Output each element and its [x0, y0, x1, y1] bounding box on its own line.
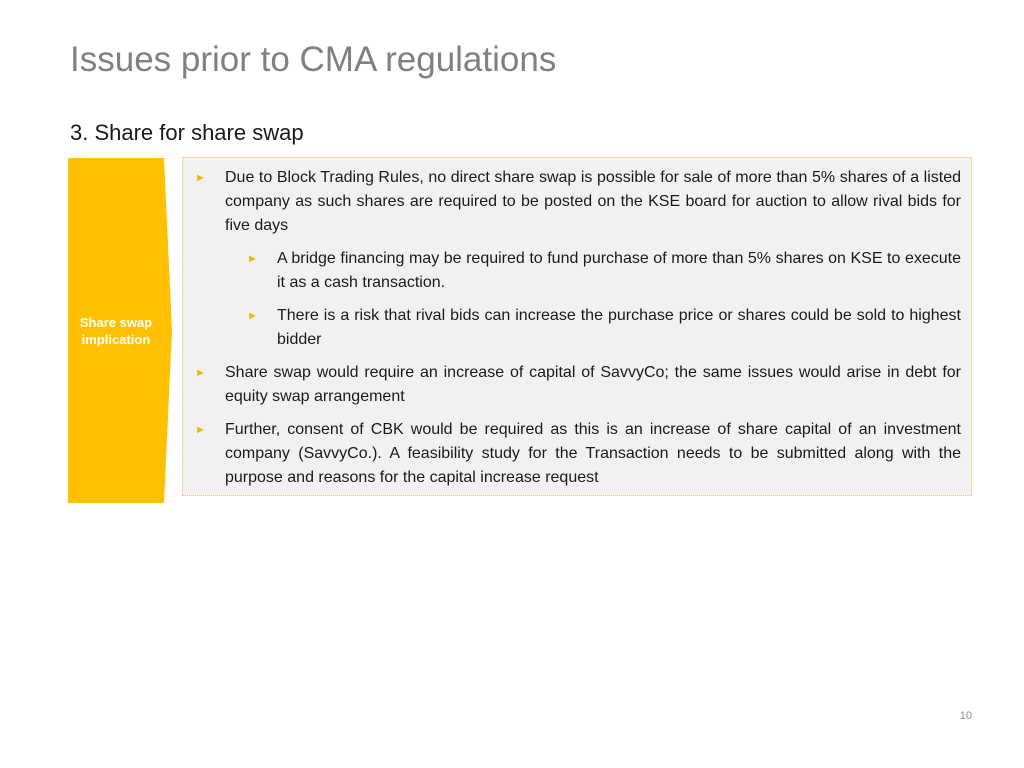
share-swap-implication-label-box	[68, 158, 172, 503]
slide-title: Issues prior to CMA regulations	[70, 40, 557, 79]
bullet-item	[193, 361, 961, 409]
bullet-text: Further, consent of CBK would be required as this is an increase of share capital of an investment company (SavvyCo.). A feasibility study for the Transaction needs to be submitted along with the purpose and reasons for the capital increase request	[225, 421, 961, 486]
section-subtitle: 3. Share for share swap	[70, 120, 304, 145]
bullet-text: There is a risk that rival bids can increase the purchase price or shares could be sold to highest bidder	[277, 307, 961, 348]
page-number: 10	[959, 710, 972, 722]
bullet-content-box	[182, 157, 972, 496]
triangle-bullet-icon: ►	[247, 310, 258, 322]
bullet-text: A bridge financing may be required to fund purchase of more than 5% shares on KSE to execute it as a cash transaction.	[277, 250, 961, 291]
triangle-bullet-icon: ►	[195, 172, 206, 184]
side-label-text: Share swap implication	[79, 314, 153, 347]
triangle-bullet-icon: ►	[195, 367, 206, 379]
sub-bullet-item	[193, 304, 961, 352]
triangle-bullet-icon: ►	[195, 424, 206, 436]
triangle-bullet-icon: ►	[247, 253, 258, 265]
bullet-item	[193, 166, 961, 238]
sub-bullet-item	[193, 247, 961, 295]
bullet-list	[193, 166, 961, 490]
bullet-text: Due to Block Trading Rules, no direct share swap is possible for sale of more than 5% shares of a listed company as such shares are required to be posted on the KSE board for auction to allow rival bids for five days	[225, 169, 961, 234]
bullet-text: Share swap would require an increase of capital of SavvyCo; the same issues would arise in debt for equity swap arrangement	[225, 364, 961, 405]
bullet-item	[193, 418, 961, 490]
